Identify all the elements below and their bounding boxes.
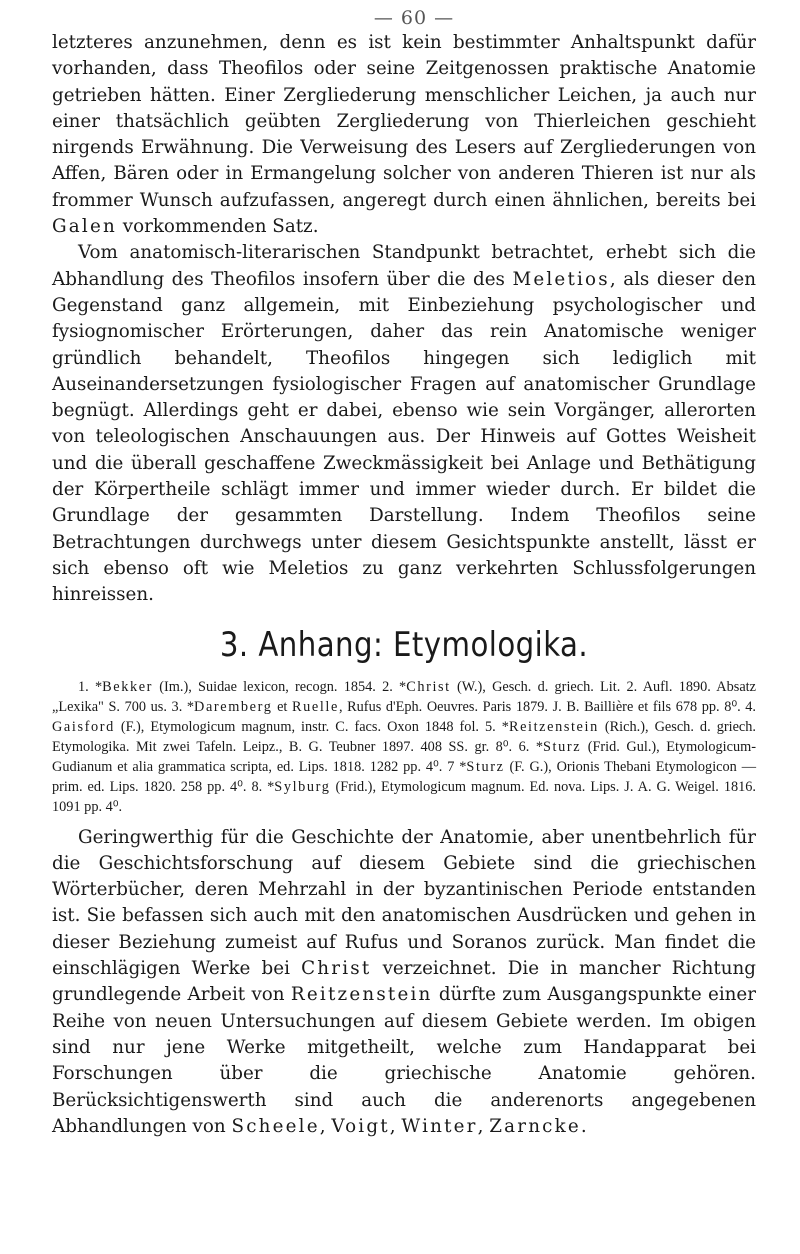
paragraph-3: Geringwerthig für die Geschichte der Anatomie, aber unentbehrlich für die Geschichtsforschung auf diesem Gebiete sind die griechischen Wörterbücher, deren Mehrzahl in der byzantinischen Periode entstanden ist. Sie befassen sich auch mit den anatomischen Ausdrücken und gehen in dieser Beziehung zumeist auf Rufus und Soranos zurück. Man findet die einschlägigen Werke bei Christ verzeichnet. Die in mancher Richtung grundlegende Arbeit von Reitzenstein dürfte zum Ausgangspunkte einer Reihe von neuen Untersuchungen auf diesem Gebiete werden. Im obigen sind nur jene Werke mitgetheilt, welche zum Handapparat bei Forschungen über die griechische Anatomie gehören. Berücksichtigenswerth sind auch die anderenorts angegebenen Abhandlungen von Scheele, Voigt, Winter, Zarncke. [52, 826, 756, 1137]
paragraph-1: letzteres anzunehmen, denn es ist kein bestimmter Anhaltspunkt dafür vorhanden, dass Theofilos oder seine Zeitgenossen praktische Anatomie getrieben hätten. Einer Zergliederung menschlicher Leichen, ja auch nur einer thatsächlich geübten Zergliederung von Thierleichen geschieht nirgends Erwähnung. Die Verweisung des Lesers auf Zergliederungen von Affen, Bären oder in Ermangelung solcher von anderen Thieren ist nur als frommer Wunsch aufzufassen, angeregt durch einen ähnlichen, bereits bei Galen vorkommenden Satz. [52, 32, 756, 238]
closing-text [52, 825, 756, 1141]
name-voigt: Voigt [331, 1115, 390, 1137]
name-christ: Christ [301, 958, 372, 980]
name-meletios: Meletios [512, 268, 610, 290]
paragraph-2: Vom anatomisch-literarischen Standpunkt betrachtet, erhebt sich die Abhandlung des Theofilos insofern über die des Meletios, als dieser den Gegenstand ganz allgemein, mit Einbeziehung psychologischer und fysiognomischer Erörterungen, daher das rein Anatomische weniger gründlich behandelt, Theofilos hingegen sich lediglich mit Auseinandersetzungen fysiologischer Fragen auf anatomischer Grundlage begnügt. Allerdings geht er dabei, ebenso wie sein Vorgänger, allerorten von teleologischen Anschauungen aus. Der Hinweis auf Gottes Weisheit und die überall geschaffene Zweckmässigkeit bei Anlage und Bethätigung der Körpertheile schlägt immer und immer wieder durch. Er bildet die Grundlage der gesammten Darstellung. Indem Theofilos seine Betrachtungen durchwegs unter diesem Gesichtspunkte anstellt, lässt er sich ebenso oft wie Meletios zu ganz verkehrten Schlussfolgerungen hinreissen. [52, 242, 756, 606]
name-zarncke: Zarncke [489, 1115, 581, 1137]
bibliography: 1. *Bekker (Im.), Suidae lexicon, recogn. 1854. 2. *Christ (W.), Gesch. d. griech. Lit. 2. Aufl. 1890. Absatz „Lexika" S. 700 us. 3. *Daremberg et Ruelle, Rufus d'Eph. Oeuvres. Paris 1879. J. B. Baillière et fils 678 pp. 8⁰. 4. Gaisford (F.), Etymologicum magnum, instr. C. facs. Oxon 1848 fol. 5. *Reitzenstein (Rich.), Gesch. d. griech. Etymologika. Mit zwei Tafeln. Leipz., B. G. Teubner 1897. 408 SS. gr. 8⁰. 6. *Sturz (Frid. Gul.), Etymologicum-Gudianum et alia grammatica scripta, ed. Lips. 1818. 1282 pp. 4⁰. 7 *Sturz (F. G.), Orionis Thebani Etymologicon — prim. ed. Lips. 1820. 258 pp. 4⁰. 8. *Sylburg (Frid.), Etymologicum magnum. Ed. nova. Lips. J. A. G. Weigel. 1816. 1091 pp. 4⁰. [52, 678, 756, 815]
name-galen: Galen [52, 216, 117, 238]
name-scheele: Scheele [231, 1115, 320, 1137]
name-reitzenstein: Reitzenstein [290, 984, 433, 1006]
page-number: — 60 — [373, 7, 455, 29]
name-winter: Winter [401, 1115, 478, 1137]
page [52, 6, 756, 1140]
main-text [52, 30, 756, 609]
section-heading: 3. Anhang: Etymologika. [219, 624, 589, 665]
